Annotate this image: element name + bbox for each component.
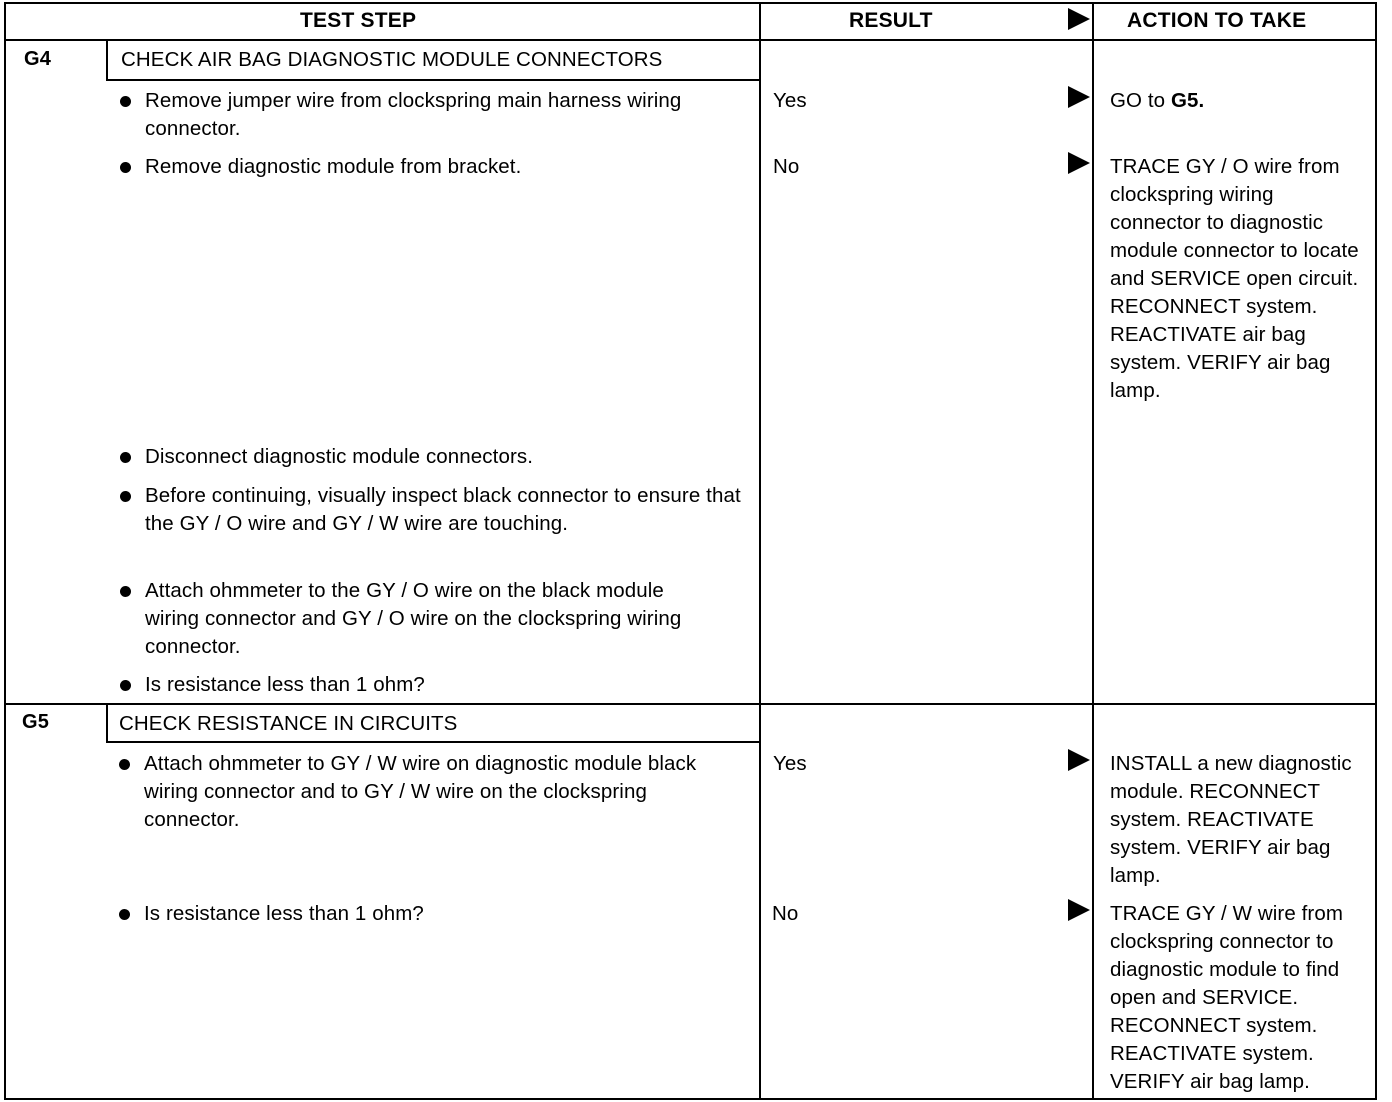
header-test-step: TEST STEP: [300, 9, 417, 32]
g5-step-1: Attach ohmmeter to GY / W wire on diagnostic module black wiring connector and to GY / W wire on the clockspring connector.: [144, 752, 697, 831]
g5-step-2: Is resistance less than 1 ohm?: [144, 902, 424, 925]
g4-result-no: No: [773, 155, 800, 178]
table-border-left: [4, 2, 6, 1100]
g4-step-5: Attach ohmmeter to the GY / O wire on the black module wiring connector and GY / O wire on the clockspring wiring connector.: [145, 579, 682, 658]
g5-id-divider: [106, 703, 108, 743]
header-underline: [4, 39, 1377, 41]
g5-step-id: G5: [22, 711, 50, 733]
g4-bullet-2: [120, 162, 131, 173]
g4-action-yes: [1110, 87, 1368, 115]
g4-bullet-6: [120, 680, 131, 691]
g4-action-yes-prefix: GO to: [1110, 89, 1171, 112]
g4-bullet-3: [120, 452, 131, 463]
g5-step-title: CHECK RESISTANCE IN CIRCUITS: [119, 712, 458, 735]
g4-bullet-4: [120, 491, 131, 502]
header-result: RESULT: [849, 9, 933, 32]
header-arrow-icon: [1068, 8, 1090, 30]
g4-step-1: Remove jumper wire from clockspring main harness wiring connector.: [145, 89, 682, 140]
g4-result-yes: Yes: [773, 89, 807, 112]
g4-bullet-1: [120, 96, 131, 107]
g4-step-4: Before continuing, visually inspect black connector to ensure that the GY / O wire and GY / W wire are touching.: [145, 484, 741, 535]
column-divider-result: [759, 2, 761, 1100]
g4-id-divider: [106, 39, 108, 81]
g5-result-no: No: [772, 902, 799, 925]
g4-title-underline: [106, 79, 761, 81]
column-divider-action: [1092, 2, 1094, 1100]
g5-yes-arrow-icon: [1068, 749, 1090, 771]
g5-section-top-line: [4, 703, 1377, 705]
g4-bullet-5: [120, 586, 131, 597]
g5-action-no: TRACE GY / W wire from clockspring connector to diagnostic module to find open and SERVICE. RECONNECT system. REACTIVATE system. VERIFY air bag lamp.: [1110, 902, 1344, 1093]
g4-action-no: TRACE GY / O wire from clockspring wiring connector to diagnostic module connector to locate and SERVICE open circuit. RECONNECT system. REACTIVATE air bag system. VERIFY air bag lamp.: [1110, 155, 1359, 402]
g5-title-underline: [106, 741, 761, 743]
g4-step-id: G4: [24, 48, 52, 70]
g5-action-yes: INSTALL a new diagnostic module. RECONNECT system. REACTIVATE system. VERIFY air bag lamp.: [1110, 752, 1352, 887]
g5-bullet-1: [119, 759, 130, 770]
header-action-to-take: ACTION TO TAKE: [1127, 9, 1307, 32]
g4-step-6: Is resistance less than 1 ohm?: [145, 673, 425, 696]
g4-step-2: Remove diagnostic module from bracket.: [145, 155, 522, 178]
g5-result-yes: Yes: [773, 752, 807, 775]
table-border-bottom: [4, 1098, 1377, 1100]
g5-bullet-2: [119, 909, 130, 920]
g4-step-3: Disconnect diagnostic module connectors.: [145, 445, 534, 468]
table-border-right: [1375, 2, 1377, 1100]
g4-step-title: CHECK AIR BAG DIAGNOSTIC MODULE CONNECTORS: [121, 48, 663, 71]
g4-no-arrow-icon: [1068, 152, 1090, 174]
table-border-top: [4, 2, 1377, 4]
g5-no-arrow-icon: [1068, 899, 1090, 921]
g4-action-yes-target: G5.: [1170, 89, 1205, 112]
g4-yes-arrow-icon: [1068, 86, 1090, 108]
